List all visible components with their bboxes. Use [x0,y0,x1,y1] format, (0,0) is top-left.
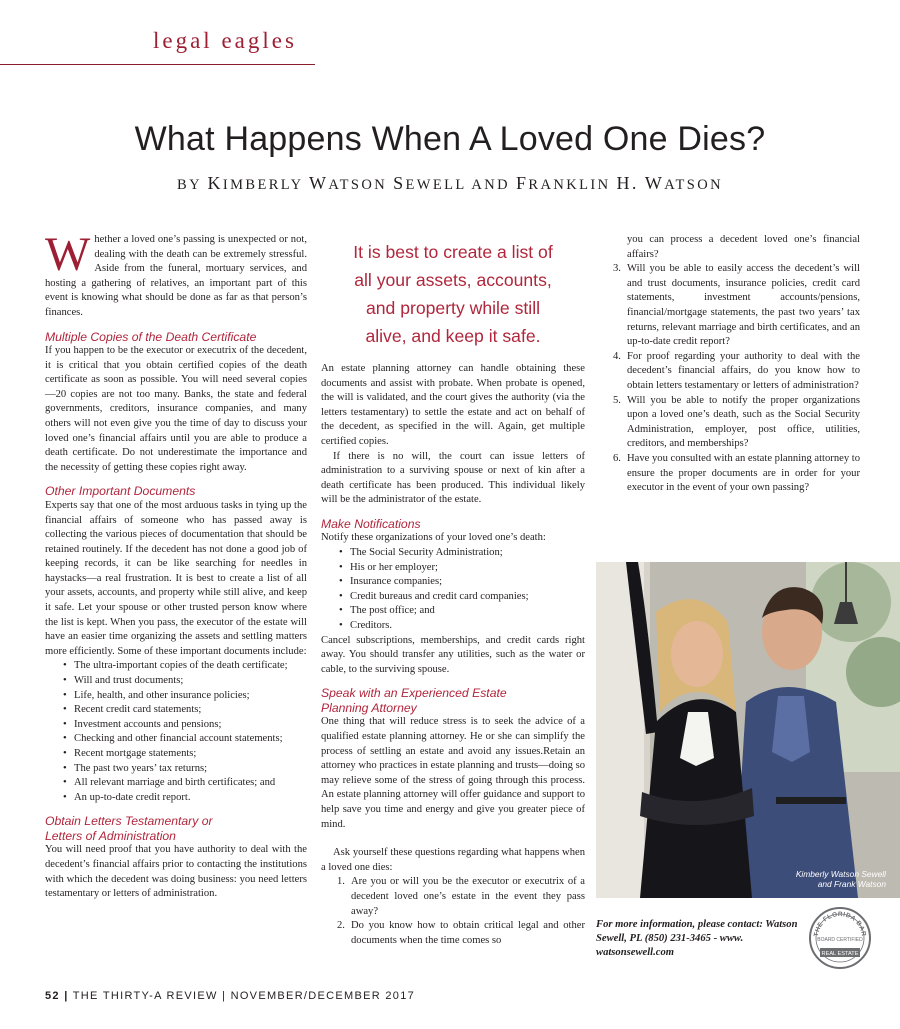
paragraph-important-documents: Experts say that one of the most arduous tasks in tying up the financial affairs of someone who has passed away is collecting the various pieces of documentation that should be retained routinely. If the decedent has not done a good job of keeping records, it can be like searching for needles in haystacks—a real frustration. It is best to create a list of all your assets, accounts, and property while still alive, and keep it safe. Let your spouse or other trusted person know where the list is kept. When you pass, the executor of the estate will have an easier time organizing the assets and settling matters more efficiently. Some of these important documents include: [45,499,307,657]
question-item: 5. Will you be able to notify the proper organizations upon a loved one’s death, such as the Social Security Administration, employer, post office, utilities, creditors, and memberships? [613,394,860,450]
publication-name: THE THIRTY-A REVIEW [72,990,218,1002]
page-footer: 52 | THE THIRTY-A REVIEW | NOVEMBER/DECEMBER 2017 [45,990,416,1002]
list-item: • All relevant marriage and birth certificates; and [63,777,276,789]
list-item: • An up-to-date credit report. [63,791,191,803]
contact-info: For more information, please contact: Watson Sewell, PL (850) 231-3465 - www. watsonsewell.com [596,919,798,958]
column-left [45,228,307,902]
list-item: • Will and trust documents; [63,675,184,687]
seal-bottom-text: REAL ESTATE [821,951,859,957]
seal-middle-text: BOARD CERTIFIED [817,937,863,943]
intro-paragraph: Whether a loved one’s passing is unexpected or not, dealing with the death can be extremely stressful. Aside from the funeral, mortuary services, and hosting a gathering of relatives, an important part of this event is knowing what should be done as far as that person’s finances. [45,228,307,318]
documents-list [45,659,307,805]
paragraph-cancel-subscriptions: Cancel subscriptions, memberships, and credit cards right away. You should transfer any utilities, such as the water or cable, to the surviving spouse. [321,634,585,675]
question-item: 2. Do you know how to obtain critical legal and other documents when the time comes so [337,920,585,946]
list-item: • Life, health, and other insurance policies; [63,689,250,701]
subhead-make-notifications: Make Notifications [321,516,421,531]
photo-caption: Kimberly Watson Sewell and Frank Watson [795,868,886,890]
list-item: • The post office; and [339,605,435,617]
list-item: • Recent credit card statements; [63,704,202,716]
subhead-important-documents: Other Important Documents [45,484,196,499]
florida-bar-seal-icon [808,906,872,970]
photo-illustration [596,562,900,898]
paragraph-notify: Notify these organizations of your loved one’s death: [321,532,546,544]
list-item: • Recent mortgage statements; [63,748,197,759]
list-item: • Creditors. [339,620,393,631]
question-continuation: you can process a decedent loved one’s financial affairs? [627,234,860,260]
article-byline: BY KIMBERLY WATSON SEWELL AND FRANKLIN H. WATSON [177,173,723,193]
column-right [597,233,860,496]
question-item: 6. Have you consulted with an estate planning attorney to ensure the proper documents are in order for your executor in the event of your own passing? [613,452,861,494]
page-number: 52 [45,990,60,1002]
column-middle [321,362,585,948]
seal-top-text: THE FLORIDA BAR [812,910,868,938]
paragraph-probate: An estate planning attorney can handle obtaining these documents and assist with probate. When probate is opened, the will is validated, and the court gives the authority (via the letters testamentary) to settle the estate and act on behalf of the decedent, as specified in the will. Again, get multiple certified copies. [321,363,585,447]
subhead-estate-attorney: Speak with an Experienced Estate Planning Attorney [321,686,507,715]
list-item: • The ultra-important copies of the death certificate; [63,660,288,672]
paragraph-estate-attorney: One thing that will reduce stress is to seek the advice of a qualified estate planning attorney. He or she can simplify the process of settling an estate and avoid any issues.Retain an attorney who practices in estate planning and trusts—doing so may relieve some of the stress of going through this process. An estate planning attorney will offer guidance and support to help save you time and energy and give you greater piece of mind. [321,716,585,830]
list-item: • Insurance companies; [339,576,443,588]
questions-list-continued [597,262,860,496]
paragraph-questions-intro: Ask yourself these questions regarding what happens when a loved one dies: [321,847,585,873]
pull-quote: It is best to create a list of all your assets, accounts, and property while still alive, and keep it safe. [353,242,553,346]
section-rule [0,64,315,65]
paragraph-death-certificate: If you happen to be the executor or executrix of the decedent, it is critical that you obtain certified copies of the death certificate as soon as possible. You will need several copies—20 copies are not too many. Banks, the state and federal governments, creditors, insurance companies, and many others will not even give you the time of day to discuss your loved one’s financial affairs until you are able to produce a death certificate. Do not underestimate the importance and the necessity of getting these copies right away. [45,345,307,473]
list-item: • The past two years’ tax returns; [63,762,208,774]
list-item: • Investment accounts and pensions; [63,718,222,730]
issue-date: NOVEMBER/DECEMBER 2017 [230,990,416,1002]
drop-cap: W [45,228,91,281]
subhead-death-certificate: Multiple Copies of the Death Certificate [45,329,257,344]
question-item: 4. For proof regarding your authority to deal with the decedent’s financial affairs, do you know how to obtain letters testamentary or letters of administration? [613,350,860,391]
question-item: 3. Will you be able to easily access the decedent’s will and trust documents, insurance policies, credit card statements, investment accounts/pensions, financial/mortgage statements, the past two years’ tax returns, relevant marriage and birth certificates, and an up-to-date credit report? [613,263,860,348]
section-title: legal eagles [153,28,297,53]
paragraph-no-will: If there is no will, the court can issue letters of administration to a surviving spouse or next of kin after a death certificate has been produced. This individual likely will be the administrator of the estate. [321,450,585,506]
questions-list [321,875,585,948]
list-item: • Checking and other financial account statements; [63,733,283,745]
subhead-letters-testamentary: Obtain Letters Testamentary or Letters of Administration [45,814,213,843]
article-title: What Happens When A Loved One Dies? [134,120,766,158]
question-item: 1. Are you or will you be the executor or executrix of a decedent loved one’s estate in the event they pass away? [337,876,585,917]
list-item: • His or her employer; [339,561,438,573]
attorneys-photo [596,562,900,898]
notify-list [321,546,585,634]
list-item: • The Social Security Administration; [339,547,503,559]
paragraph-letters-testamentary: You will need proof that you have authority to deal with the decedent’s financial affairs prior to contacting the institutions with which the decedent was doing business: you need letters testamentary or letters of administration. [45,844,307,900]
list-item: • Credit bureaus and credit card companies; [339,590,529,602]
